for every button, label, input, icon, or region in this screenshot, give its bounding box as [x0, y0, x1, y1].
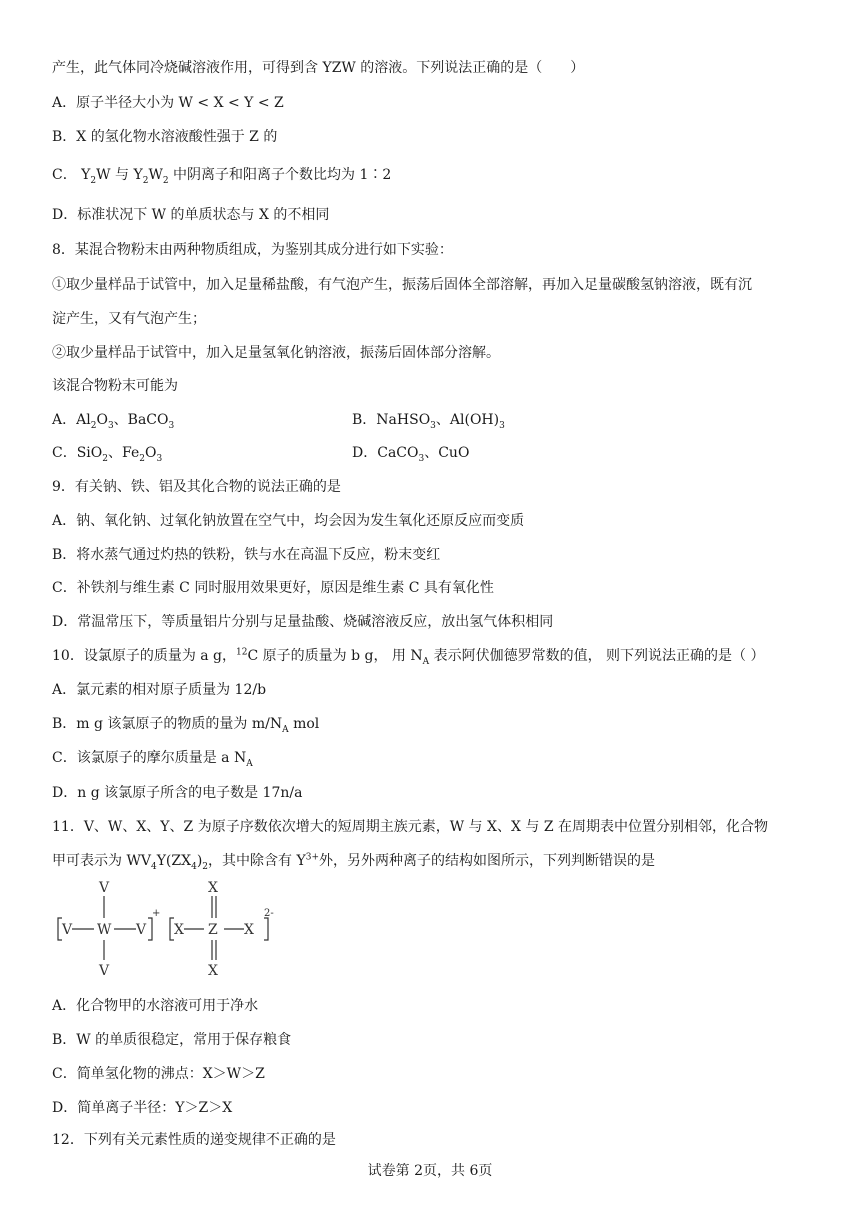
ion-structure-diagram: [52, 880, 272, 980]
q8-step1: ①取少量样品于试管中，加入足量稀盐酸，有气泡产生，振荡后固体全部溶解，再加入足量碳酸氢钠溶液，既有沉: [52, 277, 752, 293]
q7-option-d: D．标准状况下 W 的单质状态与 X 的不相同: [52, 207, 330, 223]
q9-option-a: A．钠、氧化钠、过氧化钠放置在空气中，均会因为发生氧化还原反应而变质: [52, 513, 525, 529]
q7-option-b: B．X 的氢化物水溶液酸性强于 Z 的: [52, 129, 278, 145]
cation-charge: +: [152, 908, 161, 919]
q9-stem: 9．有关钠、铁、铝及其化合物的说法正确的是: [52, 479, 341, 495]
q8-option-d: D．CaCO$_3$、CuO: [352, 445, 470, 464]
q11-option-d: D．简单离子半径：Y＞Z＞X: [52, 1100, 233, 1116]
q11-stem-cont: 甲可表示为 $WV_4Y(ZX_4)_2$，其中除含有 $Y^{3+}$外，另外两种离子的结构如图所示，下列判断错误的是: [52, 852, 656, 872]
q9-option-d: D．常温常压下，等质量铝片分别与足量盐酸、烧碱溶液反应，放出氢气体积相同: [52, 614, 554, 630]
q7-option-a: A．原子半径大小为 W < X < Y < Z: [52, 95, 284, 111]
q11-option-b: B．W 的单质很稳定，常用于保存粮食: [52, 1032, 292, 1048]
page-footer: 试卷第 2页，共 6页: [367, 1163, 493, 1179]
q8-step1-cont: 淀产生，又有气泡产生；: [52, 311, 206, 327]
q11-option-c: C．简单氢化物的沸点：X＞W＞Z: [52, 1066, 265, 1082]
q9-option-b: B．将水蒸气通过灼热的铁粉，铁与水在高温下反应，粉末变红: [52, 547, 441, 563]
q11-stem: 11．V、W、X、Y、Z 为原子序数依次增大的短周期主族元素，W 与 X、X 与 Z 在周期表中位置分别相邻，化合物: [52, 819, 769, 835]
v-atom-bottom: V: [99, 963, 110, 979]
x-atom-top: X: [208, 880, 218, 896]
q8-step2: ②取少量样品于试管中，加入足量氢氧化钠溶液，振荡后固体部分溶解。: [52, 345, 500, 361]
q8-stem: 8．某混合物粉末由两种物质组成，为鉴别其成分进行如下实验：: [52, 242, 453, 258]
anion-charge: 2-: [264, 908, 274, 919]
w-atom: W: [97, 922, 112, 938]
x-atom-left: X: [174, 922, 184, 938]
v-atom-left: V: [62, 922, 73, 938]
q8-option-b: B．NaHSO$_3$、$Al(OH)_3$: [352, 412, 505, 431]
q10-option-d: D．n g 该氯原子所含的电子数是 17n/a: [52, 785, 303, 801]
v-atom-right: V: [136, 922, 147, 938]
q8-option-c: C．SiO$_2$、$Fe_2O_3$: [52, 445, 163, 464]
v-atom-top: V: [99, 880, 110, 896]
q7-stem-tail: 产生，此气体同冷烧碱溶液作用，可得到含 YZW 的溶液。下列说法正确的是（ ）: [52, 60, 585, 76]
q9-option-c: C．补铁剂与维生素 C 同时服用效果更好，原因是维生素 C 具有氧化性: [52, 580, 494, 596]
q11-option-a: A．化合物甲的水溶液可用于净水: [52, 998, 259, 1014]
q12-stem: 12．下列有关元素性质的递变规律不正确的是: [52, 1132, 336, 1148]
q10-stem: 10．设氯原子的质量为 a g，$^{12}$C 原子的质量为 b g， 用 $N_A$ 表示阿伏伽德罗常数的值， 则下列说法正确的是（ ）: [52, 647, 765, 667]
q10-option-a: A．氯元素的相对原子质量为 12/b: [52, 682, 267, 698]
q8-prompt: 该混合物粉末可能为: [52, 378, 178, 394]
q10-option-b: B．m g 该氯原子的物质的量为 $m/N_A$ mol: [52, 716, 320, 735]
q10-option-c: C．该氯原子的摩尔质量是 a $N_A$: [52, 750, 253, 769]
x-atom-bottom: X: [208, 963, 218, 979]
z-atom: Z: [208, 922, 218, 938]
q7-option-c: C． $Y_2W$ 与 $Y_2W_2$ 中阴离子和阳离子个数比均为 1∶2: [52, 167, 392, 186]
q8-option-a: A．$Al_2O_3$、BaCO$_3$: [52, 412, 175, 431]
x-atom-right: X: [244, 922, 254, 938]
